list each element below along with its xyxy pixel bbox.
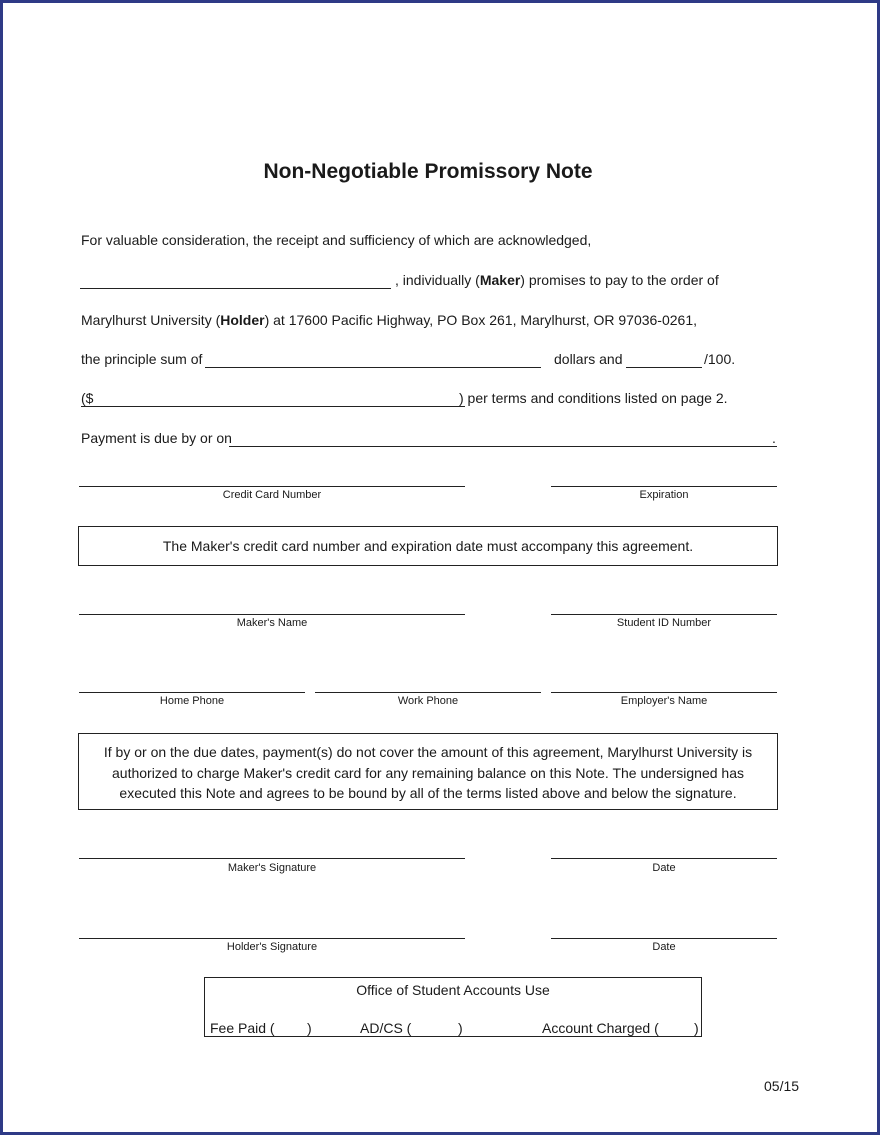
- principal-words-blank[interactable]: [205, 367, 541, 368]
- holder-label: Holder: [220, 312, 265, 328]
- dollars-and-label: dollars and: [554, 351, 623, 367]
- adcs-close: ): [458, 1020, 463, 1036]
- form-version: 05/15: [764, 1078, 800, 1094]
- credit-card-field[interactable]: [79, 486, 465, 487]
- office-use-heading: Office of Student Accounts Use: [356, 982, 550, 998]
- cents-suffix: /100.: [704, 351, 736, 367]
- terms-line-1: If by or on the due dates, payment(s) do not cover the amount of this agreement, Marylhurst University is: [103, 744, 753, 760]
- maker-name-blank[interactable]: [80, 288, 391, 289]
- intro-text: For valuable consideration, the receipt and sufficiency of which are acknowledged,: [81, 232, 592, 248]
- employer-field[interactable]: [551, 692, 777, 693]
- makers-signature-caption: Maker's Signature: [227, 862, 317, 874]
- document-title: Non-Negotiable Promissory Note: [263, 160, 593, 183]
- account-charged-label: Account Charged (: [542, 1020, 659, 1036]
- holder-clause-post: ) at 17600 Pacific Highway, PO Box 261, Marylhurst, OR 97036-0261,: [264, 312, 697, 328]
- work-phone-field[interactable]: [315, 692, 541, 693]
- terms-box: [78, 733, 778, 810]
- makers-name-field[interactable]: [79, 614, 465, 615]
- student-id-field[interactable]: [551, 614, 777, 615]
- due-date-label: Payment is due by or on: [81, 430, 232, 446]
- maker-date-field[interactable]: [551, 858, 777, 859]
- holder-date-caption: Date: [652, 941, 676, 953]
- due-date-blank[interactable]: [229, 446, 777, 447]
- credit-card-notice-box: [78, 526, 778, 566]
- amount-open: ($: [81, 390, 94, 406]
- student-id-caption: Student ID Number: [616, 617, 712, 629]
- expiration-caption: Expiration: [639, 489, 689, 501]
- office-use-box: [204, 977, 702, 1037]
- work-phone-caption: Work Phone: [397, 695, 459, 707]
- amount-close: ) per terms and conditions listed on page 2.: [459, 390, 728, 406]
- fee-paid-close: ): [307, 1020, 312, 1036]
- terms-line-2: authorized to charge Maker's credit card for any remaining balance on this Note. The undersigned has: [112, 764, 744, 781]
- amount-blank[interactable]: [81, 406, 465, 407]
- credit-card-notice: The Maker's credit card number and expiration date must accompany this agreement.: [162, 538, 694, 554]
- holder-date-field[interactable]: [551, 938, 777, 939]
- due-date-period: .: [772, 430, 776, 446]
- terms-line-3: executed this Note and agrees to be bound by all of the terms listed above and below the signature.: [119, 785, 737, 801]
- adcs-label: AD/CS (: [360, 1020, 412, 1036]
- maker-clause-pre: , individually (: [395, 272, 480, 288]
- principal-label: the principle sum of: [81, 351, 203, 367]
- makers-name-caption: Maker's Name: [236, 617, 308, 629]
- credit-card-caption: Credit Card Number: [222, 489, 322, 501]
- makers-signature-field[interactable]: [79, 858, 465, 859]
- maker-date-caption: Date: [652, 862, 676, 874]
- holder-clause: [81, 312, 697, 328]
- holders-signature-field[interactable]: [79, 938, 465, 939]
- holder-clause-pre: Marylhurst University (: [81, 312, 221, 328]
- home-phone-field[interactable]: [79, 692, 305, 693]
- employer-caption: Employer's Name: [620, 695, 708, 707]
- maker-label: Maker: [479, 272, 521, 288]
- holders-signature-caption: Holder's Signature: [226, 941, 318, 953]
- account-charged-close: ): [694, 1020, 699, 1036]
- home-phone-caption: Home Phone: [159, 695, 225, 707]
- cents-blank[interactable]: [626, 367, 702, 368]
- fee-paid-label: Fee Paid (: [210, 1020, 275, 1036]
- terms-text: [79, 734, 777, 804]
- expiration-field[interactable]: [551, 486, 777, 487]
- maker-clause: [395, 272, 719, 288]
- maker-clause-post: ) promises to pay to the order of: [520, 272, 719, 288]
